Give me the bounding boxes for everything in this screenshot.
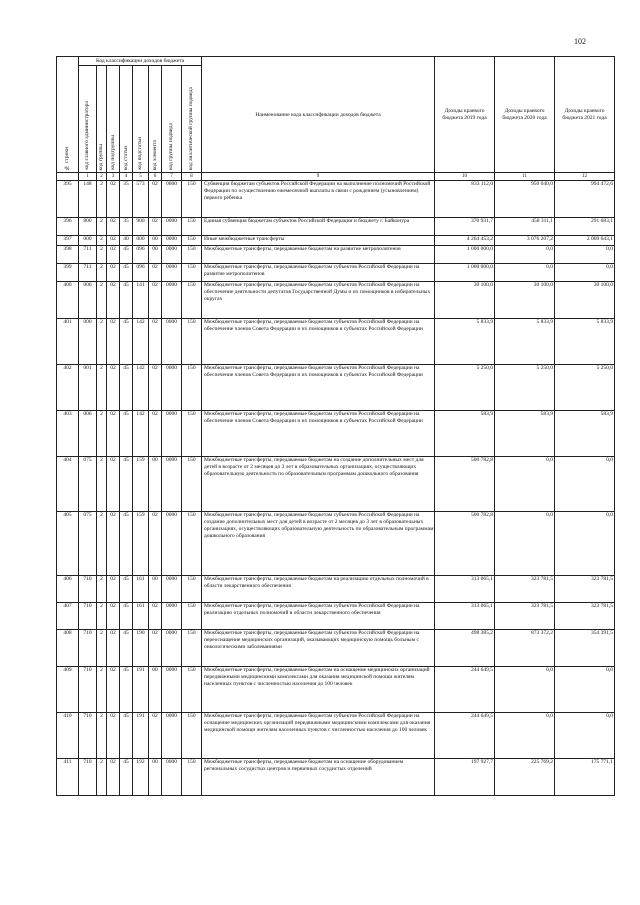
- revenue-2021-cell: 0,0: [555, 264, 615, 282]
- article-code-cell: 45: [120, 365, 133, 411]
- subarticle-code-cell: 161: [133, 603, 149, 630]
- group-code-cell: 2: [97, 181, 107, 218]
- subarticle-code-cell: 159: [133, 512, 149, 576]
- column-number: 3: [107, 173, 120, 181]
- element-code-cell: 02: [149, 218, 162, 236]
- subgroup-code-cell: 02: [107, 365, 120, 411]
- admin-code-cell: 148: [79, 181, 97, 218]
- revenue-2019-cell: 833 112,0: [435, 181, 495, 218]
- revenue-name-cell: Межбюджетные трансферты, передаваемые бюджетам субъектов Российской Федерации на обеспечение членов Совета Федерации и их помощников в субъектах Российской Федерации: [202, 411, 435, 457]
- admin-code-cell: 000: [79, 236, 97, 246]
- subarticle-code-cell: 159: [133, 457, 149, 512]
- revenue-2021-cell: 291 683,1: [555, 218, 615, 236]
- table-row: [57, 246, 615, 264]
- subgroup-code-cell: 02: [107, 319, 120, 365]
- subarticle-code-cell: 141: [133, 282, 149, 319]
- table-row: [57, 264, 615, 282]
- page-number: 102: [574, 37, 586, 46]
- revenue-2020-cell: 225 769,2: [495, 759, 555, 796]
- article-code-cell: 35: [120, 181, 133, 218]
- subarticle-code-cell: 096: [133, 264, 149, 282]
- row-number-cell: 397: [57, 236, 79, 246]
- analytic-group-code-cell: 150: [182, 603, 202, 630]
- revenue-2021-cell: 583,9: [555, 411, 615, 457]
- subtype-group-code-cell: 0000: [162, 282, 182, 319]
- budget-revenue-table: [56, 56, 615, 796]
- revenue-name-cell: Межбюджетные трансферты, передаваемые бюджетам на создание дополнительных мест для детей в возрасте от 2 месяцев до 3 лет в образовательных организациях, осуществляющих образовательную деятельность по образовательным программам дошкольного образования: [202, 457, 435, 512]
- revenue-2020-cell: 3 076 207,2: [495, 236, 555, 246]
- group-code-cell: 2: [97, 512, 107, 576]
- table-row: [57, 218, 615, 236]
- table-row: [57, 181, 615, 218]
- admin-code-cell: 006: [79, 411, 97, 457]
- revenue-2019-cell: 30 100,0: [435, 282, 495, 319]
- subtype-group-code-cell: 0000: [162, 713, 182, 759]
- column-numbers-row: [57, 173, 615, 181]
- revenue-2019-cell: 5 833,9: [435, 319, 495, 365]
- revenue-name-cell: Межбюджетные трансферты, передаваемые бюджетам на оснащение оборудованием региональных сосудистых центров и первичных сосудистых отделений: [202, 759, 435, 796]
- revenue-name-cell: Межбюджетные трансферты, передаваемые бюджетам субъектов Российской Федерации на реализацию отдельных полномочий в области лекарственного обеспечения: [202, 603, 435, 630]
- revenue-2021-cell: 0,0: [555, 457, 615, 512]
- subarticle-code-cell: 900: [133, 218, 149, 236]
- group-code-cell: 2: [97, 365, 107, 411]
- admin-code-cell: 000: [79, 319, 97, 365]
- subarticle-code-cell: 161: [133, 576, 149, 603]
- admin-code-cell: 001: [79, 365, 97, 411]
- admin-code-cell: 710: [79, 576, 97, 603]
- revenue-2020-cell: 5 833,9: [495, 319, 555, 365]
- admin-code-cell: 710: [79, 603, 97, 630]
- subtype-group-code-cell: 0000: [162, 630, 182, 667]
- analytic-group-code-cell: 150: [182, 181, 202, 218]
- article-code-cell: 45: [120, 319, 133, 365]
- revenue-2021-cell: 5 833,9: [555, 319, 615, 365]
- revenue-2020-cell: 30 100,0: [495, 282, 555, 319]
- article-code-cell: 45: [120, 630, 133, 667]
- code-group-header: Код классификации доходов бюджета: [79, 57, 202, 66]
- revenue-name-cell: Межбюджетные трансферты, передаваемые бюджетам субъектов Российской Федерации на обеспечение членов Совета Федерации и их помощников в субъектах Российской Федерации: [202, 365, 435, 411]
- revenue-2021-cell: 175 771,1: [555, 759, 615, 796]
- row-number-cell: 395: [57, 181, 79, 218]
- subarticle-code-header: код подстатьи: [133, 66, 149, 173]
- subtype-group-code-cell: 0000: [162, 236, 182, 246]
- table-row: [57, 512, 615, 576]
- article-code-cell: 45: [120, 264, 133, 282]
- subarticle-code-cell: 142: [133, 319, 149, 365]
- revenue-2020-cell: 0,0: [495, 246, 555, 264]
- revenue-2020-cell: 323 781,5: [495, 576, 555, 603]
- subgroup-code-cell: 02: [107, 512, 120, 576]
- revenue-2020-header: Доходы краевого бюджета 2020 года: [495, 57, 555, 173]
- revenue-2020-cell: 5 250,0: [495, 365, 555, 411]
- element-code-cell: 00: [149, 457, 162, 512]
- group-code-cell: 2: [97, 264, 107, 282]
- admin-code-cell: 711: [79, 246, 97, 264]
- element-code-cell: 02: [149, 512, 162, 576]
- element-code-cell: 02: [149, 603, 162, 630]
- revenue-2020-cell: 873 372,2: [495, 630, 555, 667]
- subgroup-code-cell: 02: [107, 603, 120, 630]
- article-code-cell: 45: [120, 457, 133, 512]
- subgroup-code-cell: 02: [107, 630, 120, 667]
- subtype-group-code-cell: 0000: [162, 181, 182, 218]
- subtype-group-code-cell: 0000: [162, 512, 182, 576]
- row-number-header: № строки: [57, 57, 79, 173]
- column-number: 11: [495, 173, 555, 181]
- subgroup-code-cell: 02: [107, 246, 120, 264]
- table-row: [57, 603, 615, 630]
- revenue-name-cell: Межбюджетные трансферты, передаваемые бюджетам на оснащение медицинских организаций передвижными медицинскими комплексами для оказания медицинской помощи жителям населенных пунктов с численностью населения до 100 человек: [202, 667, 435, 713]
- article-code-cell: 45: [120, 282, 133, 319]
- subgroup-code-cell: 02: [107, 236, 120, 246]
- subarticle-code-cell: 096: [133, 246, 149, 264]
- article-code-cell: 45: [120, 246, 133, 264]
- analytic-group-code-cell: 150: [182, 457, 202, 512]
- name-header: Наименование кода классификации доходов бюджета: [202, 57, 435, 173]
- revenue-name-cell: Межбюджетные трансферты, передаваемые бюджетам на реализацию отдельных полномочий в области лекарственного обеспечения: [202, 576, 435, 603]
- group-code-cell: 2: [97, 218, 107, 236]
- revenue-2020-cell: 0,0: [495, 457, 555, 512]
- column-number: 2: [97, 173, 107, 181]
- element-code-cell: 02: [149, 282, 162, 319]
- element-code-cell: 00: [149, 759, 162, 796]
- revenue-2020-cell: 0,0: [495, 713, 555, 759]
- element-code-cell: 02: [149, 264, 162, 282]
- revenue-name-cell: Межбюджетные трансферты, передаваемые бюджетам субъектов Российской Федерации на оснащение медицинских организаций передвижными медицинскими комплексами для оказания медицинской помощи жителям населенных пунктов с численностью населения до 100 человек: [202, 713, 435, 759]
- element-code-cell: 02: [149, 713, 162, 759]
- analytic-group-code-cell: 150: [182, 759, 202, 796]
- analytic-group-code-cell: 150: [182, 630, 202, 667]
- subarticle-code-cell: 192: [133, 759, 149, 796]
- element-code-cell: 00: [149, 246, 162, 264]
- analytic-group-code-cell: 150: [182, 264, 202, 282]
- admin-code-cell: 006: [79, 282, 97, 319]
- revenue-2021-cell: 0,0: [555, 512, 615, 576]
- analytic-group-code-cell: 150: [182, 411, 202, 457]
- element-code-cell: 02: [149, 630, 162, 667]
- revenue-name-cell: Межбюджетные трансферты, передаваемые бюджетам на развитие метрополитенов: [202, 246, 435, 264]
- revenue-2021-cell: 0,0: [555, 246, 615, 264]
- article-code-cell: 45: [120, 576, 133, 603]
- article-code-cell: 45: [120, 759, 133, 796]
- admin-code-cell: 710: [79, 630, 97, 667]
- revenue-name-cell: Межбюджетные трансферты, передаваемые бюджетам субъектов Российской Федерации на развитие метрополитенов: [202, 264, 435, 282]
- group-code-cell: 2: [97, 246, 107, 264]
- row-number-cell: 407: [57, 603, 79, 630]
- subgroup-code-cell: 02: [107, 264, 120, 282]
- element-code-cell: 02: [149, 365, 162, 411]
- revenue-2019-cell: 1 000 000,0: [435, 246, 495, 264]
- revenue-name-cell: Иные межбюджетные трансферты: [202, 236, 435, 246]
- element-code-cell: 00: [149, 576, 162, 603]
- element-code-cell: 02: [149, 411, 162, 457]
- revenue-2021-cell: 30 100,0: [555, 282, 615, 319]
- admin-code-cell: 710: [79, 667, 97, 713]
- subtype-group-code-cell: 0000: [162, 264, 182, 282]
- table-row: [57, 667, 615, 713]
- analytic-group-code-cell: 150: [182, 512, 202, 576]
- group-code-header: код группы: [97, 66, 107, 173]
- column-number: 5: [133, 173, 149, 181]
- revenue-2019-cell: 197 927,7: [435, 759, 495, 796]
- analytic-group-code-cell: 150: [182, 218, 202, 236]
- element-code-cell: 02: [149, 319, 162, 365]
- element-code-header: код элемента: [149, 66, 162, 173]
- revenue-name-cell: Межбюджетные трансферты, передаваемые бюджетам субъектов Российской Федерации на обеспечение деятельности депутатов Государственной Думы и их помощников в избирательных округах: [202, 282, 435, 319]
- group-code-cell: 2: [97, 236, 107, 246]
- subarticle-code-cell: 573: [133, 181, 149, 218]
- revenue-2019-cell: 313 065,1: [435, 603, 495, 630]
- column-number: 8: [182, 173, 202, 181]
- group-code-cell: 2: [97, 630, 107, 667]
- subtype-group-code-cell: 0000: [162, 603, 182, 630]
- subgroup-code-cell: 02: [107, 713, 120, 759]
- admin-code-cell: 710: [79, 759, 97, 796]
- row-number-cell: 399: [57, 264, 79, 282]
- column-number: 1: [79, 173, 97, 181]
- revenue-2019-cell: 500 782,8: [435, 512, 495, 576]
- row-number-cell: 411: [57, 759, 79, 796]
- column-number: 7: [162, 173, 182, 181]
- subgroup-code-cell: 02: [107, 759, 120, 796]
- revenue-2020-cell: 0,0: [495, 667, 555, 713]
- revenue-2019-cell: 370 931,7: [435, 218, 495, 236]
- row-number-cell: 406: [57, 576, 79, 603]
- revenue-2020-cell: 0,0: [495, 264, 555, 282]
- subgroup-code-header: код подгруппы: [107, 66, 120, 173]
- admin-code-cell: 075: [79, 512, 97, 576]
- analytic-group-code-header: код аналитической группы подвида: [182, 66, 202, 173]
- revenue-2019-cell: 244 649,5: [435, 667, 495, 713]
- table-row: [57, 411, 615, 457]
- column-number: 10: [435, 173, 495, 181]
- element-code-cell: 00: [149, 667, 162, 713]
- table-row: [57, 630, 615, 667]
- subarticle-code-cell: 142: [133, 411, 149, 457]
- revenue-2020-cell: 458 311,1: [495, 218, 555, 236]
- revenue-2020-cell: 583,9: [495, 411, 555, 457]
- row-number-cell: 401: [57, 319, 79, 365]
- subgroup-code-cell: 02: [107, 576, 120, 603]
- revenue-2021-cell: 354 391,5: [555, 630, 615, 667]
- table-row: [57, 319, 615, 365]
- subarticle-code-cell: 191: [133, 667, 149, 713]
- row-number-cell: 408: [57, 630, 79, 667]
- subgroup-code-cell: 02: [107, 181, 120, 218]
- row-number-cell: 398: [57, 246, 79, 264]
- revenue-2021-cell: 323 781,5: [555, 576, 615, 603]
- row-number-cell: 405: [57, 512, 79, 576]
- article-code-cell: 35: [120, 218, 133, 236]
- subgroup-code-cell: 02: [107, 218, 120, 236]
- revenue-name-cell: Субвенция бюджетам субъектов Российской Федерации на выполнение полномочий Российской Федерации по осуществлению ежемесячной выплаты в связи с рождением (усыновлением) первого ребенка: [202, 181, 435, 218]
- row-number-cell: 404: [57, 457, 79, 512]
- revenue-2019-cell: 1 000 000,0: [435, 264, 495, 282]
- subtype-group-code-cell: 0000: [162, 667, 182, 713]
- subgroup-code-cell: 02: [107, 667, 120, 713]
- article-code-cell: 40: [120, 236, 133, 246]
- subgroup-code-cell: 02: [107, 282, 120, 319]
- row-number-cell: 400: [57, 282, 79, 319]
- subtype-group-code-cell: 0000: [162, 457, 182, 512]
- subgroup-code-cell: 02: [107, 411, 120, 457]
- article-code-cell: 45: [120, 411, 133, 457]
- admin-code-header: код главного администратора: [79, 66, 97, 173]
- analytic-group-code-cell: 150: [182, 319, 202, 365]
- column-number: [57, 173, 79, 181]
- subtype-group-code-cell: 0000: [162, 246, 182, 264]
- table-row: [57, 236, 615, 246]
- table-row: [57, 365, 615, 411]
- row-number-cell: 409: [57, 667, 79, 713]
- group-code-cell: 2: [97, 603, 107, 630]
- subarticle-code-cell: 142: [133, 365, 149, 411]
- admin-code-cell: 800: [79, 218, 97, 236]
- revenue-2019-cell: 244 649,5: [435, 713, 495, 759]
- group-code-cell: 2: [97, 759, 107, 796]
- table-row: [57, 759, 615, 796]
- analytic-group-code-cell: 150: [182, 236, 202, 246]
- analytic-group-code-cell: 150: [182, 246, 202, 264]
- revenue-2020-cell: 0,0: [495, 512, 555, 576]
- revenue-2019-header: Доходы краевого бюджета 2019 года: [435, 57, 495, 173]
- revenue-2021-cell: 323 781,5: [555, 603, 615, 630]
- table-row: [57, 457, 615, 512]
- revenue-name-cell: Единая субвенция бюджетам субъектов Российской Федерации и бюджету г. Байконура: [202, 218, 435, 236]
- subarticle-code-cell: 000: [133, 236, 149, 246]
- article-code-cell: 45: [120, 512, 133, 576]
- revenue-name-cell: Межбюджетные трансферты, передаваемые бюджетам субъектов Российской Федерации на обеспечение членов Совета Федерации и их помощников в субъектах Российской Федерации: [202, 319, 435, 365]
- row-number-cell: 403: [57, 411, 79, 457]
- revenue-2019-cell: 498 385,2: [435, 630, 495, 667]
- subtype-group-code-cell: 0000: [162, 365, 182, 411]
- table-row: [57, 713, 615, 759]
- analytic-group-code-cell: 150: [182, 667, 202, 713]
- revenue-2019-cell: 313 065,1: [435, 576, 495, 603]
- table-body: [57, 181, 615, 796]
- subtype-group-code-header: код группы подвида: [162, 66, 182, 173]
- table-row: [57, 576, 615, 603]
- revenue-2021-header: Доходы краевого бюджета 2021 года: [555, 57, 615, 173]
- revenue-2019-cell: 5 250,0: [435, 365, 495, 411]
- subtype-group-code-cell: 0000: [162, 576, 182, 603]
- revenue-2021-cell: 0,0: [555, 667, 615, 713]
- revenue-2021-cell: 2 009 643,1: [555, 236, 615, 246]
- revenue-2019-cell: 583,9: [435, 411, 495, 457]
- subtype-group-code-cell: 0000: [162, 759, 182, 796]
- article-code-cell: 45: [120, 603, 133, 630]
- group-code-cell: 2: [97, 713, 107, 759]
- group-code-cell: 2: [97, 319, 107, 365]
- group-code-cell: 2: [97, 667, 107, 713]
- subarticle-code-cell: 190: [133, 630, 149, 667]
- revenue-name-cell: Межбюджетные трансферты, передаваемые бюджетам субъектов Российской Федерации на создание дополнительных мест для детей в возрасте от 2 месяцев до 3 лет в образовательных организациях, осуществляющих образовательную деятельность по образовательным программам дошкольного образования: [202, 512, 435, 576]
- revenue-2021-cell: 994 472,6: [555, 181, 615, 218]
- subtype-group-code-cell: 0000: [162, 411, 182, 457]
- revenue-2021-cell: 5 250,0: [555, 365, 615, 411]
- subgroup-code-cell: 02: [107, 457, 120, 512]
- analytic-group-code-cell: 150: [182, 365, 202, 411]
- revenue-2021-cell: 0,0: [555, 713, 615, 759]
- revenue-name-cell: Межбюджетные трансферты, передаваемые бюджетам субъектов Российской Федерации на переоснащение медицинских организаций, оказывающих медицинскую помощь больным с онкологическими заболеваниями: [202, 630, 435, 667]
- analytic-group-code-cell: 150: [182, 713, 202, 759]
- revenue-2020-cell: 950 040,0: [495, 181, 555, 218]
- group-code-cell: 2: [97, 282, 107, 319]
- admin-code-cell: 711: [79, 264, 97, 282]
- row-number-cell: 396: [57, 218, 79, 236]
- revenue-2019-cell: 500 782,8: [435, 457, 495, 512]
- revenue-2020-cell: 323 781,5: [495, 603, 555, 630]
- row-number-cell: 410: [57, 713, 79, 759]
- table-header: [57, 57, 615, 181]
- group-code-cell: 2: [97, 576, 107, 603]
- subarticle-code-cell: 191: [133, 713, 149, 759]
- revenue-2019-cell: 4 264 453,2: [435, 236, 495, 246]
- group-code-cell: 2: [97, 457, 107, 512]
- element-code-cell: 00: [149, 236, 162, 246]
- column-number: 9: [202, 173, 435, 181]
- subtype-group-code-cell: 0000: [162, 218, 182, 236]
- article-code-header: код статьи: [120, 66, 133, 173]
- article-code-cell: 45: [120, 667, 133, 713]
- group-code-cell: 2: [97, 411, 107, 457]
- table-row: [57, 282, 615, 319]
- admin-code-cell: 075: [79, 457, 97, 512]
- column-number: 12: [555, 173, 615, 181]
- row-number-cell: 402: [57, 365, 79, 411]
- element-code-cell: 02: [149, 181, 162, 218]
- analytic-group-code-cell: 150: [182, 282, 202, 319]
- article-code-cell: 45: [120, 713, 133, 759]
- column-number: 6: [149, 173, 162, 181]
- subtype-group-code-cell: 0000: [162, 319, 182, 365]
- column-number: 4: [120, 173, 133, 181]
- analytic-group-code-cell: 150: [182, 576, 202, 603]
- admin-code-cell: 710: [79, 713, 97, 759]
